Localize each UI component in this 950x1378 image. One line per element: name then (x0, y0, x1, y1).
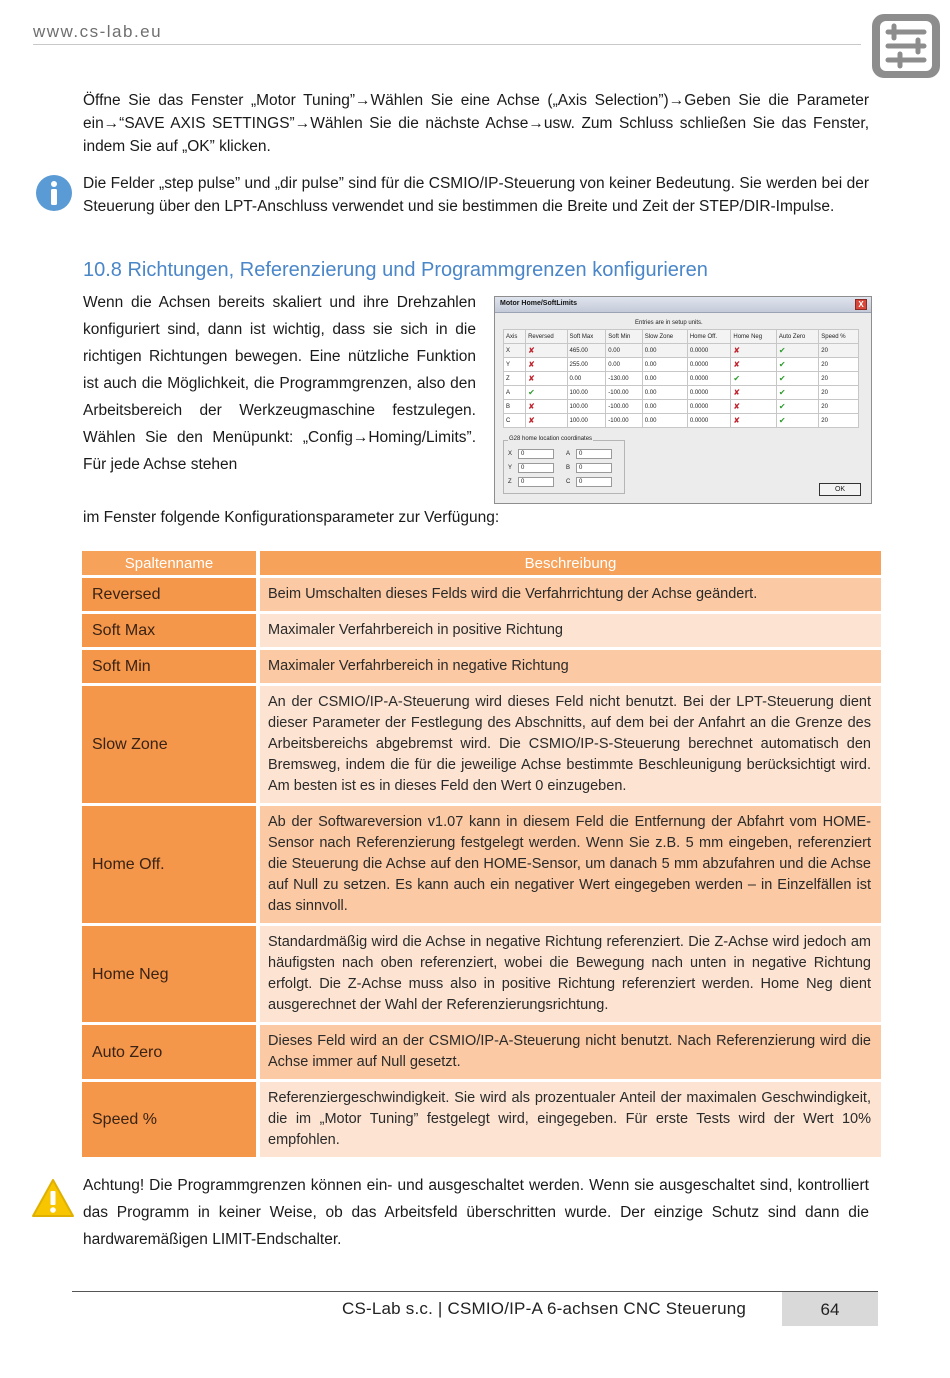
footer-text: CS-Lab s.c. | CSMIO/IP-A 6-achsen CNC Steuerung (342, 1299, 747, 1318)
checkmark-icon[interactable]: ✔ (731, 372, 777, 386)
cross-icon[interactable]: ✘ (731, 400, 777, 414)
checkmark-icon[interactable]: ✔ (776, 414, 818, 428)
cell-soft-min[interactable]: -130.00 (606, 372, 643, 386)
cross-icon[interactable]: ✘ (731, 344, 777, 358)
parameter-description: Maximaler Verfahrbereich in positive Richtung (260, 614, 881, 647)
g28-a-field[interactable]: 0 (576, 449, 612, 459)
table-row (82, 578, 881, 611)
g28-c-label: C (566, 479, 571, 485)
cell-slow-zone[interactable]: 0.00 (642, 372, 687, 386)
warning-icon (31, 1178, 75, 1218)
column-header: Home Neg (731, 330, 777, 344)
paragraph-motor-tuning: Öffne Sie das Fenster „Motor Tuning”→Wählen Sie eine Achse („Axis Selection”)→Geben Sie die Parameter ein→“SAVE AXIS SETTINGS”→Wählen Sie die nächste Achse→usw. Zum Schluss schließen Sie das Fenster, indem Sie auf „OK” klicken. (83, 92, 869, 155)
cell-soft-min[interactable]: 0.00 (606, 344, 643, 358)
cell-soft-min[interactable]: -100.00 (606, 386, 643, 400)
cell-home-off[interactable]: 0.0000 (687, 414, 731, 428)
cell-soft-min[interactable]: -100.00 (606, 414, 643, 428)
cell-slow-zone[interactable]: 0.00 (642, 344, 687, 358)
axis-row (504, 400, 859, 414)
cell-slow-zone[interactable]: 0.00 (642, 414, 687, 428)
units-note: Entries are in setup units. (635, 320, 703, 326)
cell-soft-max[interactable]: 255.00 (567, 358, 606, 372)
g28-x-label: X (508, 451, 513, 457)
column-header: Soft Max (567, 330, 606, 344)
cell-speed[interactable]: 20 (819, 344, 859, 358)
cross-icon[interactable]: ✘ (526, 344, 567, 358)
cell-speed[interactable]: 20 (819, 400, 859, 414)
g28-y-field[interactable]: 0 (518, 463, 554, 473)
site-url: www.cs-lab.eu (33, 22, 163, 41)
cell-slow-zone[interactable]: 0.00 (642, 386, 687, 400)
ok-button[interactable]: OK (819, 483, 861, 496)
cell-soft-max[interactable]: 0.00 (567, 372, 606, 386)
column-header: Speed % (819, 330, 859, 344)
paragraph-step-pulse-info: Die Felder „step pulse” und „dir pulse” sind für die CSMIO/IP-Steuerung von keiner Bedeutung. Sie werden bei der Steuerung über den LPT-Anschluss verwendet und sie bestimmen die Breite und Zeit der STEP/DIR-Impulse. (83, 175, 869, 215)
cell-home-off[interactable]: 0.0000 (687, 400, 731, 414)
cell-speed[interactable]: 20 (819, 372, 859, 386)
g28-b-field[interactable]: 0 (576, 463, 612, 473)
page-number: 64 (820, 1300, 840, 1319)
axis-row (504, 344, 859, 358)
cross-icon[interactable]: ✘ (731, 358, 777, 372)
cell-axis[interactable]: C (504, 414, 526, 428)
window-titlebar (495, 297, 871, 313)
parameter-name: Soft Max (82, 614, 260, 647)
checkmark-icon[interactable]: ✔ (776, 386, 818, 400)
cell-axis[interactable]: Y (504, 358, 526, 372)
cell-soft-min[interactable]: 0.00 (606, 358, 643, 372)
parameter-name: Reversed (82, 578, 260, 611)
cell-soft-max[interactable]: 100.00 (567, 386, 606, 400)
g28-z-label: Z (508, 479, 512, 485)
g28-home-location-group (503, 436, 625, 494)
intro-paragraph: Wenn die Achsen bereits skaliert und ihre Drehzahlen konfiguriert sind, dann ist wichtig, dass sie sich in die richtigen Richtungen bewegen. Eine nützliche Funktion ist auch die Möglichkeit, die Programmgrenzen, also den Arbeitsbereich der Werkzeugmaschine festzulegen. Wählen Sie den Menüpunkt: „Config→Homing/Limits”. Für jede Achse stehen (83, 294, 476, 473)
header-rule (33, 44, 861, 45)
cell-soft-max[interactable]: 100.00 (567, 400, 606, 414)
parameter-description: Beim Umschalten dieses Felds wird die Verfahrrichtung der Achse geändert. (260, 578, 881, 611)
cell-axis[interactable]: A (504, 386, 526, 400)
parameter-description: An der CSMIO/IP-A-Steuerung wird dieses Feld nicht benutzt. Bei der LPT-Steuerung dient dieser Parameter der Festlegung des Abschnitts, auf dem bei der Anfahrt an die Grenze des Arbeitsbereichs abgebremst wird. Die CSMIO/IP-S-Steuerung berechnet automatisch den Bremsweg, indem die für die jeweilige Achse bestimmte Beschleunigung berücksichtigt wird. Am besten ist es in dieses Feld den Wert 0 einzugeben. (260, 686, 881, 803)
table-row (82, 614, 881, 647)
cell-axis[interactable]: X (504, 344, 526, 358)
g28-b-label: B (566, 465, 571, 471)
cell-speed[interactable]: 20 (819, 414, 859, 428)
cell-slow-zone[interactable]: 0.00 (642, 400, 687, 414)
parameter-name: Soft Min (82, 650, 260, 683)
cross-icon[interactable]: ✘ (526, 358, 567, 372)
parameter-name: Home Off. (82, 806, 260, 923)
checkmark-icon[interactable]: ✔ (776, 344, 818, 358)
cell-soft-max[interactable]: 465.00 (567, 344, 606, 358)
g28-group-label: G28 home location coordinates (509, 436, 593, 442)
table-row (82, 650, 881, 683)
window-title: Motor Home/SoftLimits (500, 300, 577, 307)
axis-row (504, 414, 859, 428)
cell-home-off[interactable]: 0.0000 (687, 358, 731, 372)
parameter-description: Referenziergeschwindigkeit. Sie wird als prozentualer Anteil der maximalen Geschwindigkeit, die im „Motor Tuning” festgelegt wird, eingegeben. Für erste Tests wird der Wert 10% empfohlen. (260, 1082, 881, 1157)
axis-limits-table (503, 329, 859, 428)
homing-limits-window-screenshot (494, 296, 872, 504)
parameter-name: Auto Zero (82, 1025, 260, 1079)
checkmark-icon[interactable]: ✔ (776, 400, 818, 414)
column-header: Home Off. (687, 330, 731, 344)
cross-icon[interactable]: ✘ (526, 414, 567, 428)
g28-c-field[interactable]: 0 (576, 477, 612, 487)
column-header: Auto Zero (776, 330, 818, 344)
cross-icon[interactable]: ✘ (526, 400, 567, 414)
axis-row (504, 372, 859, 386)
cross-icon[interactable]: ✘ (526, 372, 567, 386)
table-row (82, 686, 881, 803)
cross-icon[interactable]: ✘ (731, 386, 777, 400)
parameter-name: Speed % (82, 1082, 260, 1157)
parameter-name: Home Neg (82, 926, 260, 1022)
parameter-description: Standardmäßig wird die Achse in negative Richtung referenziert. Die Z-Achse wird jedoch am häufigsten nach oben referenziert, wobei die Bewegung nach unten in negative Richtung erfolgt. Die Z-Achse muss also in positive Richtung referenziert werden. Home Neg dient ausgerechnet der Wahl der Referenzierungsrichtung. (260, 926, 881, 1022)
checkmark-icon[interactable]: ✔ (776, 358, 818, 372)
parameter-table-header (82, 551, 881, 575)
axis-row (504, 358, 859, 372)
table-row (82, 1025, 881, 1079)
checkmark-icon[interactable]: ✔ (526, 386, 567, 400)
g28-x-field[interactable]: 0 (518, 449, 554, 459)
cell-axis[interactable]: B (504, 400, 526, 414)
header-column-description: Beschreibung (260, 551, 881, 575)
g28-a-label: A (566, 451, 571, 457)
column-header: Axis (504, 330, 526, 344)
cell-home-off[interactable]: 0.0000 (687, 344, 731, 358)
g28-z-field[interactable]: 0 (518, 477, 554, 487)
column-header: Slow Zone (642, 330, 687, 344)
section-title: 10.8 Richtungen, Referenzierung und Programmgrenzen konfigurieren (83, 259, 708, 281)
axis-row (504, 386, 859, 400)
cell-speed[interactable]: 20 (819, 358, 859, 372)
cell-home-off[interactable]: 0.0000 (687, 386, 731, 400)
g28-y-label: Y (508, 465, 513, 471)
cell-speed[interactable]: 20 (819, 386, 859, 400)
parameter-description: Ab der Softwareversion v1.07 kann in diesem Feld die Entfernung der Abfahrt vom HOME-Sensor nach Referenzierung festgelegt werden. Wenn Sie z.B. 5 mm eingeben, referenziert die Steuerung die Achse auf den HOME-Sensor, um danach 5 mm abzufahren und die Achse auf Null zu setzen. Es kann auch ein negativer Wert eingegeben werden – in Einzelfällen ist das sinnvoll. (260, 806, 881, 923)
parameter-table (82, 548, 881, 1160)
intro-paragraph-end: im Fenster folgende Konfigurationsparameter zur Verfügung: (83, 509, 500, 526)
warning-paragraph: Achtung! Die Programmgrenzen können ein- und ausgeschaltet werden. Wenn sie ausgeschaltet sind, kontrolliert das Programm in keiner Weise, ob das Arbeitsfeld überschritten wurde. Der einzige Schutz sind dann die hardwaremäßigen LIMIT-Endschalter. (83, 1177, 869, 1248)
parameter-name: Slow Zone (82, 686, 260, 803)
cell-soft-max[interactable]: 100.00 (567, 414, 606, 428)
checkmark-icon[interactable]: ✔ (776, 372, 818, 386)
info-icon (35, 174, 73, 212)
table-row (82, 806, 881, 923)
table-row (82, 926, 881, 1022)
cross-icon[interactable]: ✘ (731, 414, 777, 428)
column-header: Reversed (526, 330, 567, 344)
parameter-description: Dieses Feld wird an der CSMIO/IP-A-Steuerung nicht benutzt. Nach Referenzierung wird die Achse immer auf Null gesetzt. (260, 1025, 881, 1079)
close-icon[interactable]: X (855, 299, 867, 310)
column-header: Soft Min (606, 330, 643, 344)
footer-rule (72, 1291, 878, 1292)
cell-axis[interactable]: Z (504, 372, 526, 386)
table-row (82, 1082, 881, 1157)
axis-table-header (504, 330, 859, 344)
cell-soft-min[interactable]: -100.00 (606, 400, 643, 414)
header-column-name: Spaltenname (82, 551, 260, 575)
parameter-description: Maximaler Verfahrbereich in negative Richtung (260, 650, 881, 683)
cell-slow-zone[interactable]: 0.00 (642, 358, 687, 372)
cs-lab-logo-icon (870, 12, 942, 80)
cell-home-off[interactable]: 0.0000 (687, 372, 731, 386)
